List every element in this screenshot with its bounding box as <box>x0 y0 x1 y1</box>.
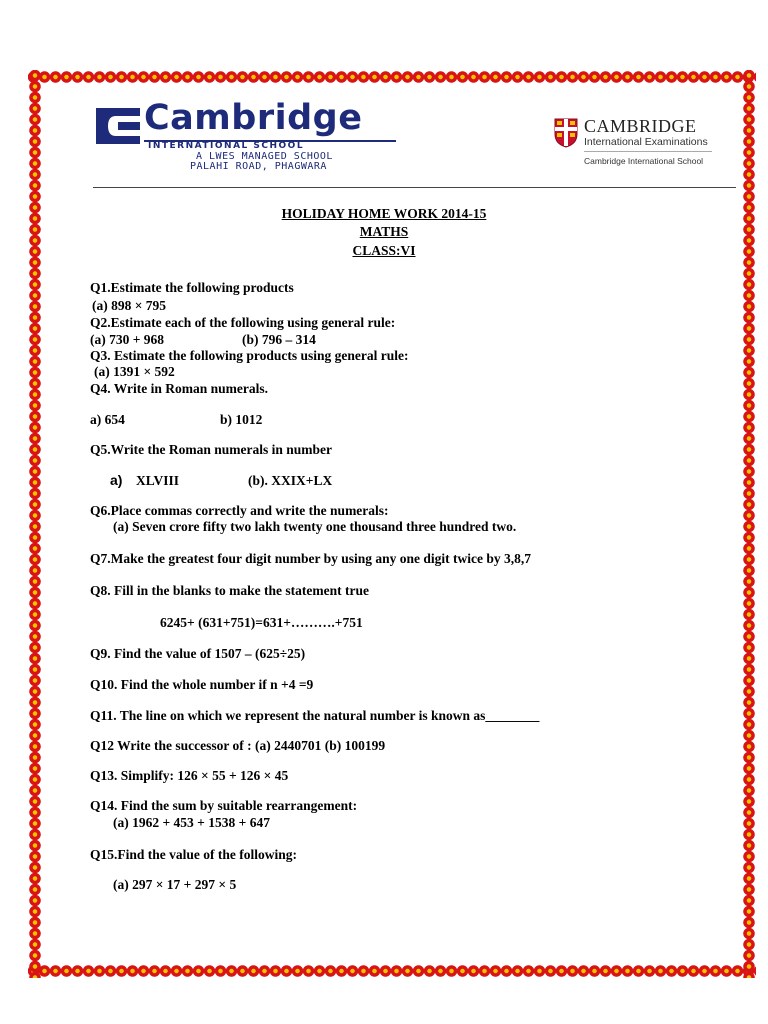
school-logo <box>96 98 406 174</box>
question-3a: (a) 1391 × 592 <box>94 364 175 379</box>
cambridge-title: CAMBRIDGE <box>584 116 697 136</box>
subject-title: MATHS <box>359 224 409 239</box>
decorative-border-bottom <box>28 964 756 978</box>
question-5: Q5.Write the Roman numerals in number <box>90 442 332 457</box>
question-4b: b) 1012 <box>220 412 263 427</box>
question-5a: XLVIII <box>136 473 180 488</box>
question-7: Q7.Make the greatest four digit number by using any one digit twice by 3,8,7 <box>90 551 532 566</box>
page-title: HOLIDAY HOME WORK 2014-15 <box>281 206 487 221</box>
question-1: Q1.Estimate the following products <box>90 280 294 295</box>
school-subtitle: INTERNATIONAL SCHOOL <box>148 141 305 151</box>
question-13: Q13. Simplify: 126 × 55 + 126 × 45 <box>90 768 289 783</box>
question-8: Q8. Fill in the blanks to make the statement true <box>90 583 369 598</box>
question-2: Q2.Estimate each of the following using general rule: <box>90 315 396 330</box>
question-4a: a) 654 <box>90 412 125 427</box>
school-logo-mark-icon <box>96 108 140 144</box>
cambridge-exams-logo <box>554 116 724 168</box>
question-14: Q14. Find the sum by suitable rearrangement: <box>90 798 358 813</box>
cambridge-divider <box>584 151 712 152</box>
question-8-expression: 6245+ (631+751)=631+……….+751 <box>160 615 363 630</box>
question-15: Q15.Find the value of the following: <box>90 847 298 862</box>
question-14a: (a) 1962 + 453 + 1538 + 647 <box>113 815 270 830</box>
cambridge-crest-icon <box>554 118 578 148</box>
question-9: Q9. Find the value of 1507 – (625÷25) <box>90 646 306 661</box>
school-managed-by: A LWES MANAGED SCHOOL <box>196 151 333 162</box>
question-5b: (b). XXIX+LX <box>248 473 333 488</box>
question-6a: (a) Seven crore fifty two lakh twenty one thousand three hundred two. <box>113 519 517 534</box>
question-5a-label: a) <box>110 472 123 488</box>
question-15a: (a) 297 × 17 + 297 × 5 <box>113 877 237 892</box>
question-4: Q4. Write in Roman numerals. <box>90 381 269 396</box>
question-3: Q3. Estimate the following products using general rule: <box>90 348 409 363</box>
question-12: Q12 Write the successor of : (a) 2440701 (b) 100199 <box>90 738 386 753</box>
question-10: Q10. Find the whole number if n +4 =9 <box>90 677 314 692</box>
question-2a: (a) 730 + 968 <box>90 332 165 347</box>
cambridge-school-label: Cambridge International School <box>584 156 704 166</box>
school-name: Cambridge <box>144 98 363 138</box>
class-title: CLASS:VI <box>352 243 416 258</box>
question-6: Q6.Place commas correctly and write the numerals: <box>90 503 389 518</box>
school-address: PALAHI ROAD, PHAGWARA <box>190 161 327 172</box>
question-11: Q11. The line on which we represent the natural number is known as________ <box>90 708 540 723</box>
decorative-border-top <box>28 70 756 84</box>
question-2b: (b) 796 – 314 <box>242 332 316 347</box>
header-divider <box>93 187 736 188</box>
cambridge-subtitle: International Examinations <box>584 136 708 148</box>
question-1a: (a) 898 × 795 <box>92 298 167 313</box>
